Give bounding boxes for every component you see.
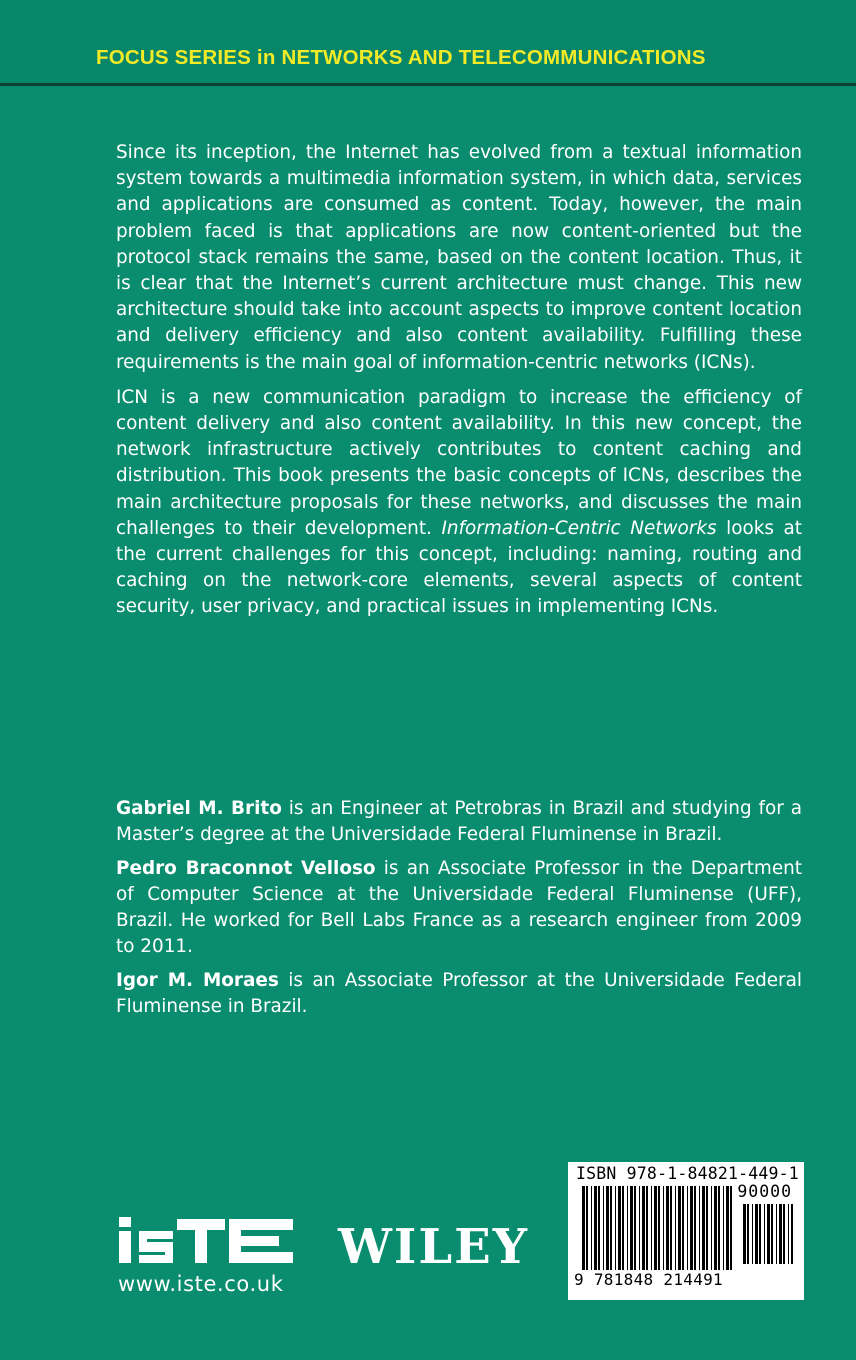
book-title-italic: Information-Centric Networks bbox=[441, 517, 717, 539]
author-bios bbox=[116, 796, 802, 1028]
description-paragraph-2 bbox=[116, 385, 802, 621]
description-text: looks at the current challenges for this concept, including: naming, routing and caching on the network-core elements, several aspects of content security, user privacy, and practical issues in implementing ICNs. bbox=[116, 517, 803, 618]
description-text: ICN is a new communication paradigm to increase the efficiency of content delivery and also content availability. In this new concept, the network infrastructure actively contributes to content caching and distribution. This book presents the basic concepts of ICNs, describes the main architecture proposals for these networks, and discusses the main challenges to their development. bbox=[116, 386, 802, 539]
series-title: FOCUS SERIES in NETWORKS AND TELECOMMUNICATIONS bbox=[96, 46, 706, 69]
author-bio bbox=[116, 968, 802, 1020]
ean-barcode-bars bbox=[582, 1186, 734, 1270]
description-paragraph-1: Since its inception, the Internet has evolved from a textual information system towards a multimedia information system, in which data, services and applications are consumed as content. Today, however, the main problem faced is that applications are now content-oriented but the protocol stack remains the same, based on the content location. Thus, it is clear that the Internet’s current architecture must change. This new architecture should take into account aspects to improve content location and delivery efficiency and also content availability. Fulfilling these requirements is the main goal of information-centric networks (ICNs). bbox=[116, 142, 802, 373]
iste-logo bbox=[117, 1215, 297, 1265]
wiley-logo: WILEY bbox=[338, 1219, 529, 1275]
addon-barcode-bars bbox=[743, 1204, 793, 1264]
series-banner bbox=[0, 0, 856, 86]
ean-digits: 9 781848 214491 bbox=[574, 1270, 723, 1289]
isbn-barcode bbox=[568, 1162, 804, 1300]
author-bio-text: is an Engineer at Petrobras in Brazil and studying for a Master’s degree at the Universidade Federal Fluminense in Brazil. bbox=[116, 798, 802, 845]
isbn-label: ISBN 978-1-84821-449-1 bbox=[576, 1164, 799, 1183]
author-name: Igor M. Moraes bbox=[116, 970, 279, 991]
author-bio bbox=[116, 856, 802, 960]
author-bio-text: is an Associate Professor at the Universidade Federal Fluminense in Brazil. bbox=[116, 970, 802, 1017]
author-bio bbox=[116, 796, 802, 848]
author-name: Pedro Braconnot Velloso bbox=[116, 858, 376, 879]
iste-url: www.iste.co.uk bbox=[118, 1272, 284, 1296]
author-name: Gabriel M. Brito bbox=[116, 798, 282, 819]
price-code: 90000 bbox=[737, 1182, 792, 1201]
book-description bbox=[116, 140, 802, 630]
author-bio-text: is an Associate Professor in the Department of Computer Science at the Universidade Federal Fluminense (UFF), Brazil. He worked for Bell Labs France as a research engineer from 2009 to 2011. bbox=[116, 858, 802, 957]
